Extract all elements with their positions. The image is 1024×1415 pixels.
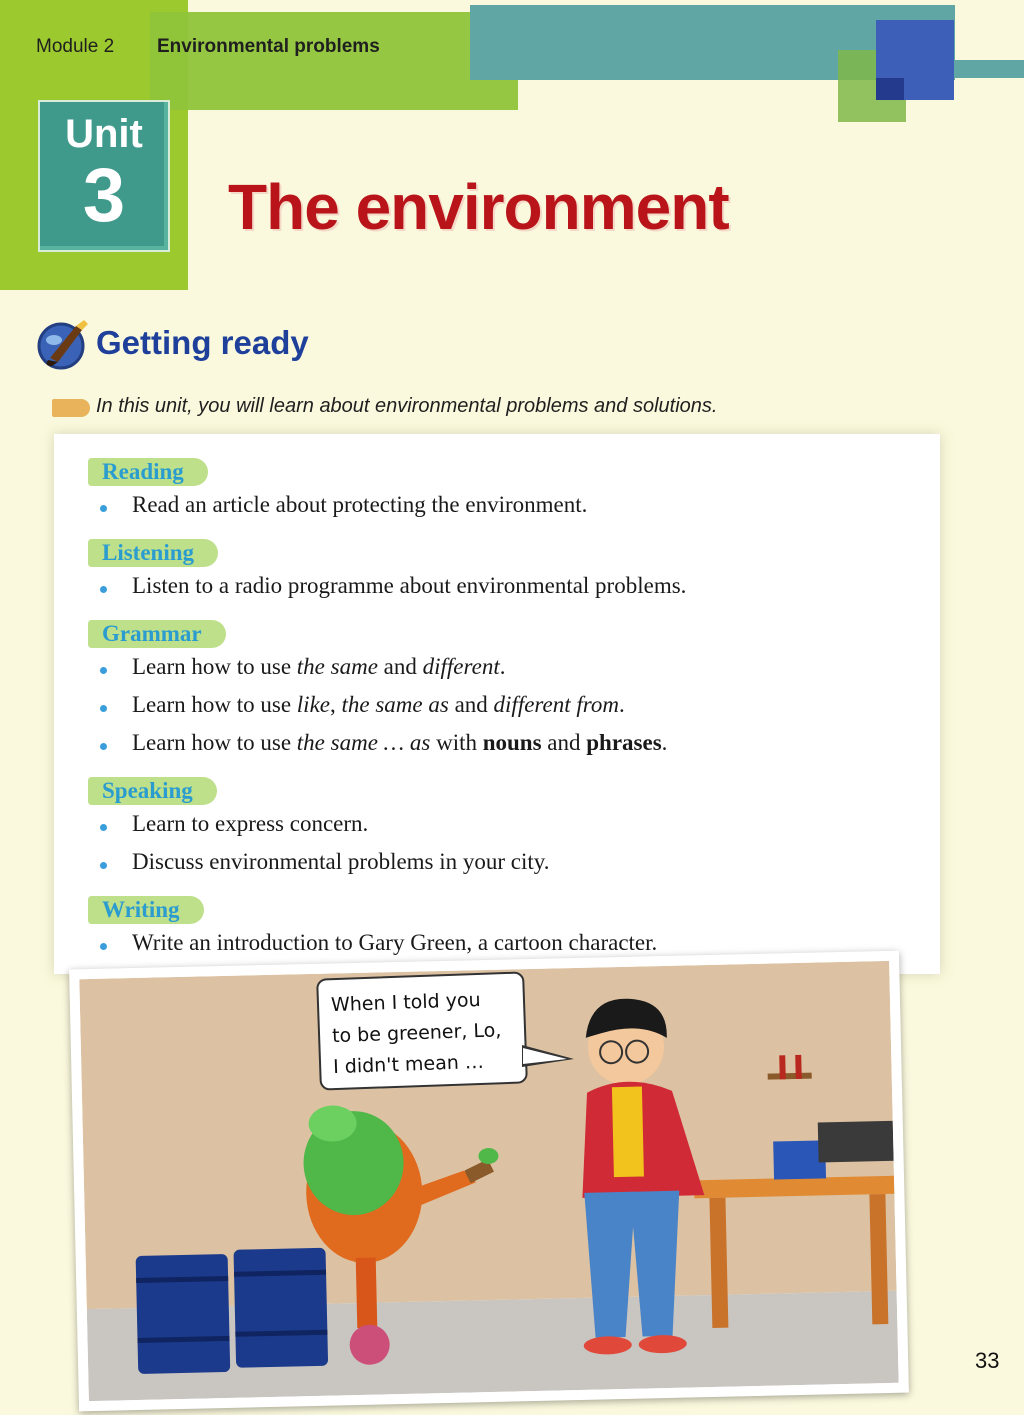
barrel (136, 1254, 231, 1374)
bullet (100, 705, 107, 712)
bullet (100, 586, 107, 593)
speech-line-1: When I told you (330, 988, 481, 1017)
grammar-item-1: Learn how to use the same and different. (132, 654, 506, 679)
header-navy-square (876, 78, 904, 100)
section-label-speaking: Speaking (88, 777, 217, 805)
module-title: Environmental problems (157, 36, 380, 57)
speech-bubble (316, 971, 528, 1090)
unit-number: 3 (82, 153, 126, 238)
speech-line-2: to be greener, Lo, (331, 1019, 502, 1048)
vise (773, 1140, 826, 1179)
grammar-item-2: Learn how to use like, the same as and different from. (132, 692, 625, 717)
getting-ready-heading: Getting ready (96, 324, 309, 361)
section-label-grammar: Grammar (88, 620, 226, 648)
getting-ready-intro: In this unit, you will learn about environmental problems and solutions. (96, 395, 718, 417)
speech-line-3: I didn't mean … (332, 1050, 485, 1079)
bullet (100, 862, 107, 869)
writing-item: Write an introduction to Gary Green, a cartoon character. (132, 930, 658, 955)
speaking-item-2: Discuss environmental problems in your city. (132, 849, 550, 874)
unit-badge (38, 100, 170, 252)
grammar-item-3: Learn how to use the same … as with nouns and phrases. (132, 730, 668, 755)
unit-word: Unit (65, 112, 143, 156)
section-label-writing: Writing (88, 896, 204, 924)
toolbox (818, 1121, 894, 1163)
reading-item: Read an article about protecting the environment. (132, 492, 588, 517)
bullet (100, 667, 107, 674)
speaking-item-1: Learn to express concern. (132, 811, 369, 836)
bullet (100, 824, 107, 831)
bullet (100, 743, 107, 750)
barrel (233, 1248, 328, 1368)
paintbrush-globe-icon (36, 318, 90, 370)
page-title: The environment (228, 171, 729, 243)
page-number: 33 (975, 1348, 1000, 1373)
speech-bubble-tail-fill (523, 1048, 567, 1064)
module-number: Module 2 (36, 36, 115, 57)
intro-tag-marker (52, 399, 90, 417)
listening-item: Listen to a radio programme about environmental problems. (132, 573, 687, 598)
header-green-band (150, 12, 518, 110)
bullet (100, 505, 107, 512)
section-label-listening: Listening (88, 539, 218, 567)
bullet (100, 943, 107, 950)
header-teal-strip (950, 60, 1024, 78)
section-label-reading: Reading (88, 458, 208, 486)
